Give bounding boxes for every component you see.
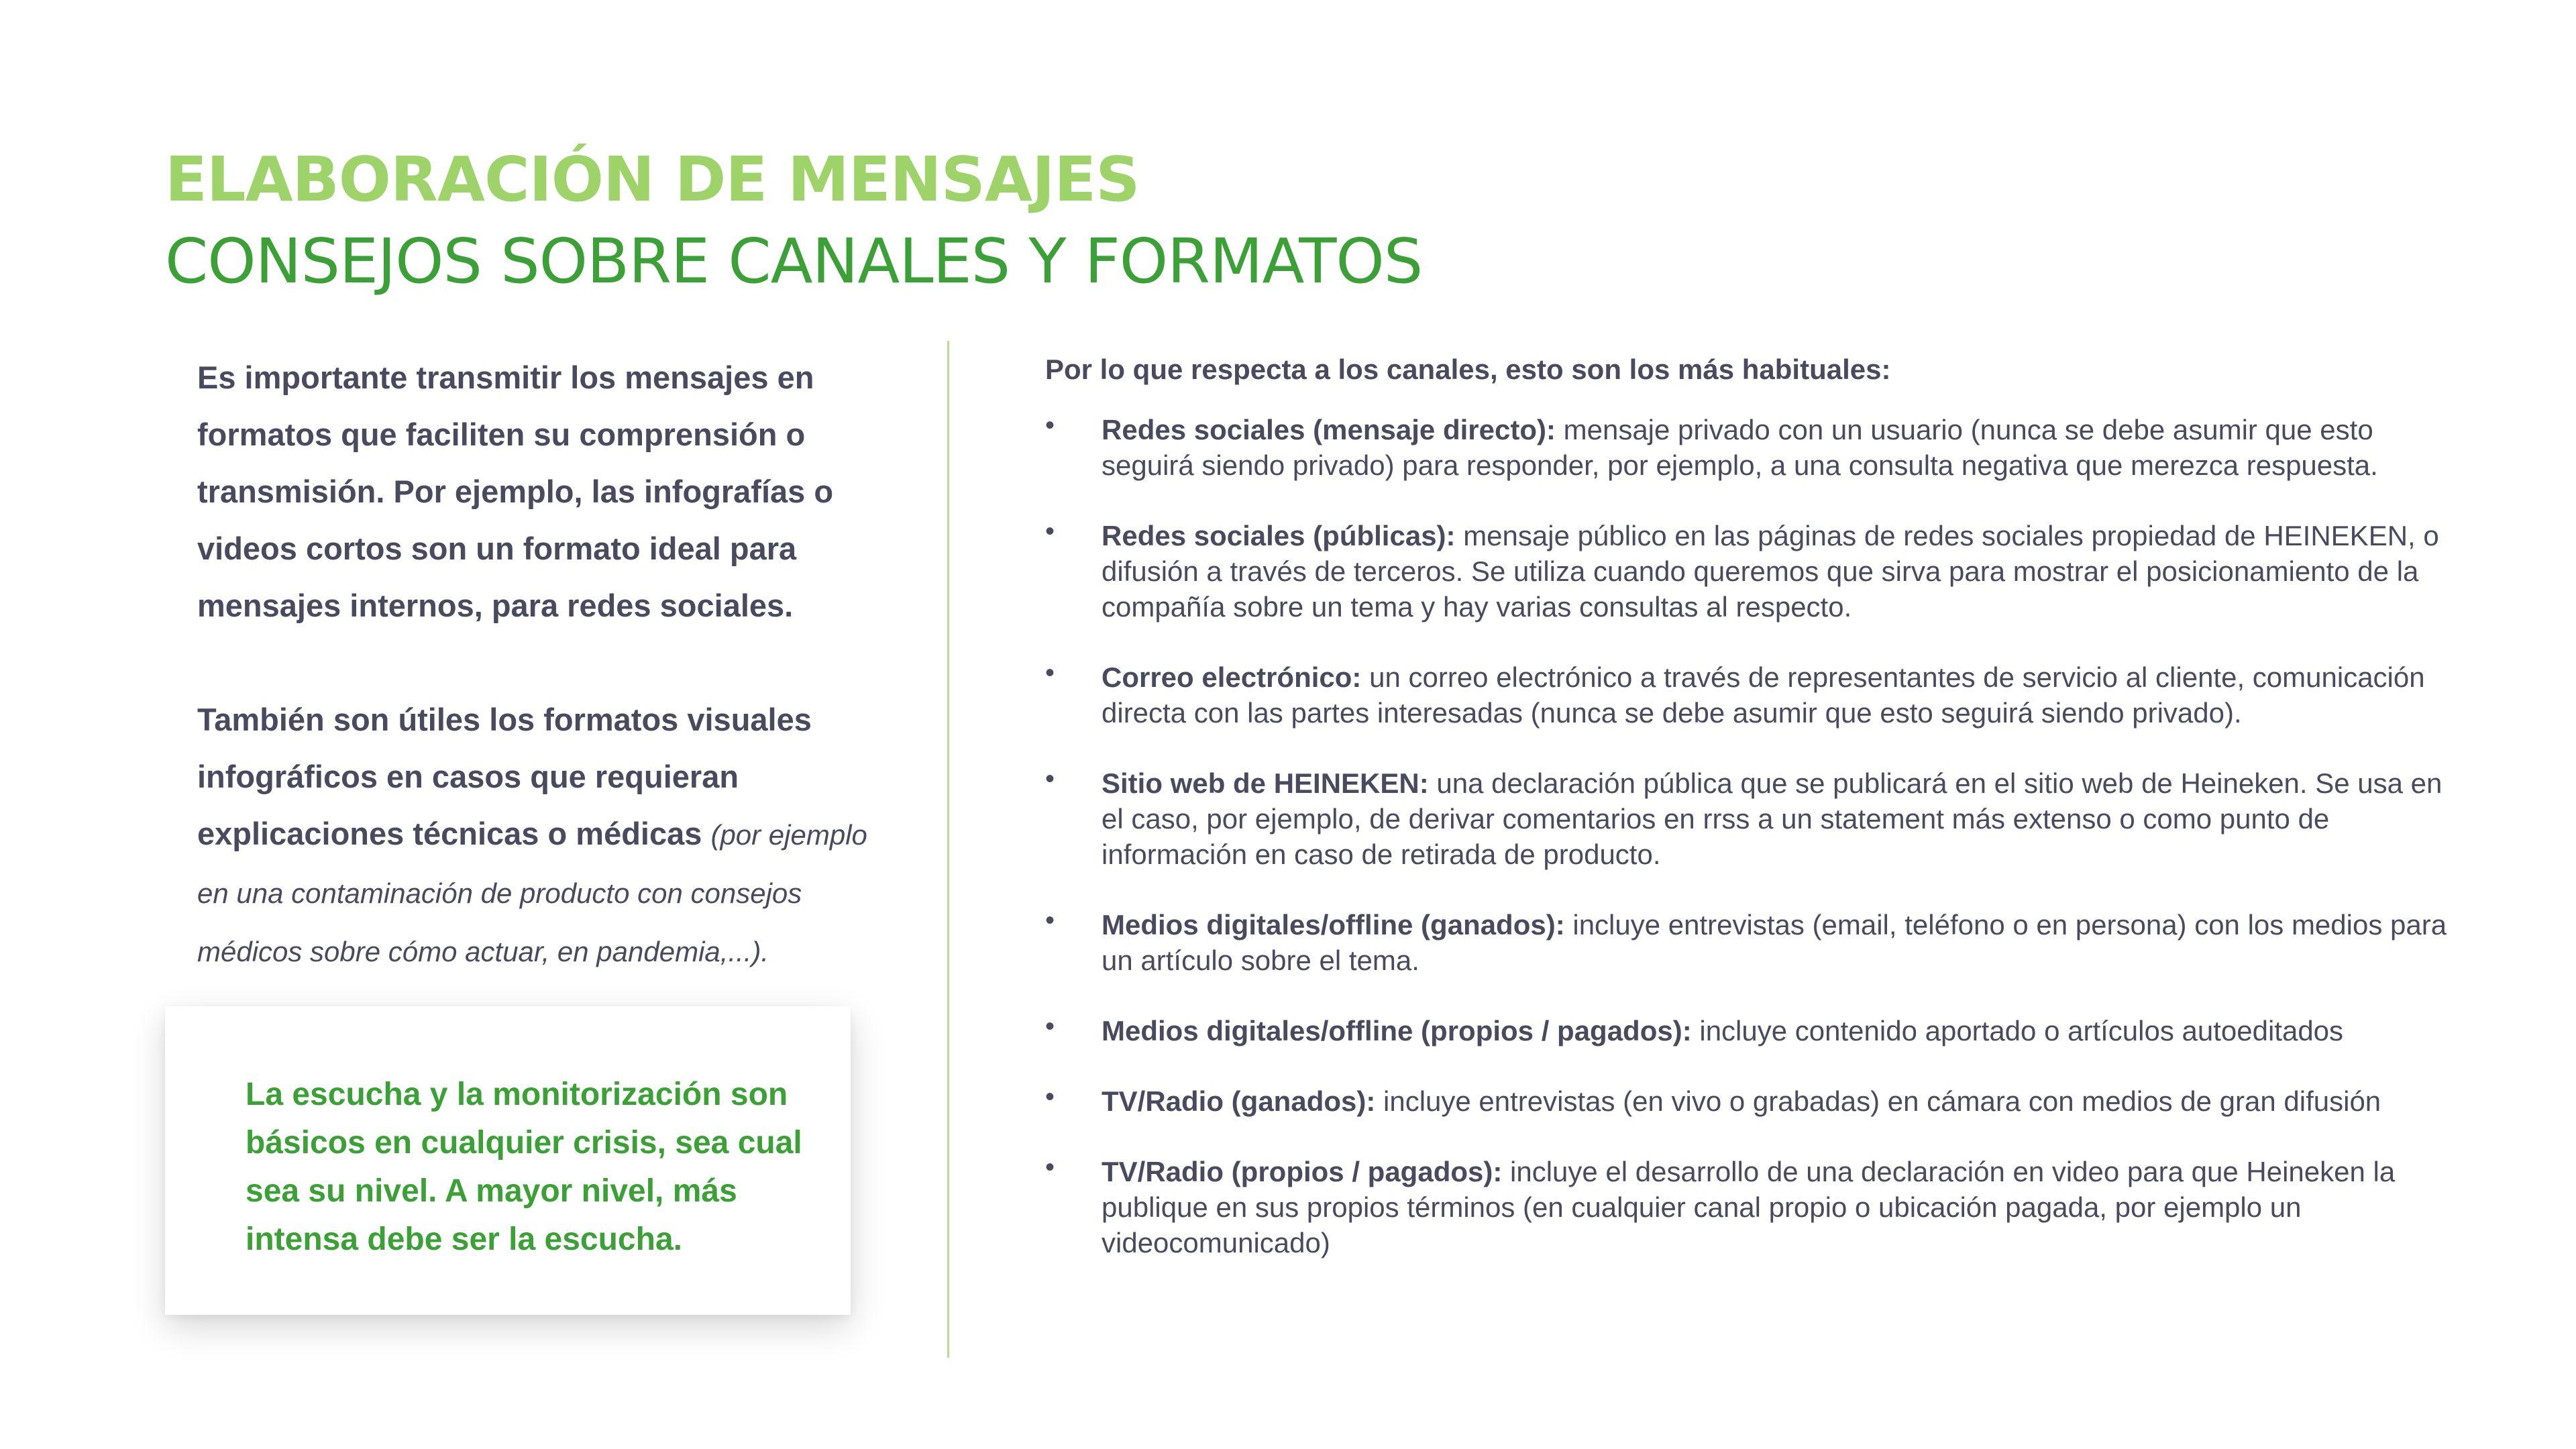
channel-description: incluye el desarrollo de una declaración en video para que Heineken la publique en sus propios términos (en cualquier canal propio o ubicación pagada, por ejemplo un videocomunicado): [1102, 1156, 2396, 1258]
listening-callout-box: [165, 1006, 851, 1315]
bullet-icon: •: [1045, 906, 1055, 935]
channel-term: TV/Radio (propios / pagados):: [1102, 1156, 1503, 1187]
channel-item: [1045, 1154, 2454, 1260]
page-title: ELABORACIÓN DE MENSAJES: [165, 144, 1140, 215]
column-divider: [947, 341, 949, 1358]
bullet-icon: •: [1045, 411, 1055, 440]
bullet-icon: •: [1045, 1012, 1055, 1041]
bullet-icon: •: [1045, 1082, 1055, 1112]
channels-intro: Por lo que respecta a los canales, esto son los más habituales:: [1045, 354, 1891, 385]
channel-item: [1045, 412, 2454, 483]
channel-description: incluye entrevistas (email, teléfono o en persona) con los medios para un artículo sobre el tema.: [1102, 909, 2447, 976]
visual-formats-paragraph: [197, 691, 868, 980]
channel-item: [1045, 1083, 2454, 1119]
visual-formats-text: También son útiles los formatos visuales infográficos en casos que requieran explicaciones técnicas o médicas: [197, 702, 812, 851]
channel-description: incluye contenido aportado o artículos autoeditados: [1691, 1015, 2344, 1046]
bullet-icon: •: [1045, 517, 1055, 546]
channel-description: mensaje privado con un usuario (nunca se debe asumir que esto seguirá siendo privado) para responder, por ejemplo, a una consulta negativa que merezca respuesta.: [1102, 414, 2378, 481]
bullet-icon: •: [1045, 658, 1055, 688]
visual-formats-example: (por ejemplo en una contaminación de producto con consejos médicos sobre cómo actuar, en pandemia,...).: [197, 819, 867, 967]
channel-item: [1045, 907, 2454, 978]
channel-term: Medios digitales/offline (ganados):: [1102, 909, 1565, 941]
channel-item: [1045, 765, 2454, 872]
channel-description: un correo electrónico a través de representantes de servicio al cliente, comunicación directa con las partes interesadas (nunca se debe asumir que esto seguirá siendo privado).: [1102, 661, 2425, 729]
channel-term: Redes sociales (mensaje directo):: [1102, 414, 1556, 445]
callout-text: La escucha y la monitorización son básicos en cualquier crisis, sea cual sea su nivel. A mayor nivel, más intensa debe ser la escucha.: [246, 1077, 802, 1257]
channel-term: Redes sociales (públicas):: [1102, 520, 1456, 551]
channel-term: Medios digitales/offline (propios / pagados):: [1102, 1015, 1692, 1046]
bullet-icon: •: [1045, 1152, 1055, 1182]
channel-description: incluye entrevistas (en vivo o grabadas) en cámara con medios de gran difusión: [1375, 1085, 2381, 1117]
channel-description: mensaje público en las páginas de redes sociales propiedad de HEINEKEN, o difusión a través de terceros. Se utiliza cuando queremos que sirva para mostrar el posicionamiento de la compañía sobre un tema y hay varias consultas al respecto.: [1102, 520, 2439, 623]
right-column: [1045, 346, 2454, 1295]
channel-term: TV/Radio (ganados):: [1102, 1085, 1376, 1117]
paragraph-spacer: [197, 634, 868, 691]
channel-term: Sitio web de HEINEKEN:: [1102, 767, 1429, 799]
channels-list: [1045, 412, 2454, 1260]
channel-item: [1045, 659, 2454, 731]
intro-paragraph: Es importante transmitir los mensajes en formatos que faciliten su comprensión o transmisión. Por ejemplo, las infografías o videos cortos son un formato ideal para mensajes internos, para redes sociales.: [197, 360, 834, 623]
left-column: [197, 349, 868, 980]
channel-item: [1045, 1013, 2454, 1049]
channel-item: [1045, 518, 2454, 625]
bullet-icon: •: [1045, 764, 1055, 794]
channel-term: Correo electrónico:: [1102, 661, 1362, 693]
channel-description: una declaración pública que se publicará en el sitio web de Heineken. Se usa en el caso, por ejemplo, de derivar comentarios en rrss a un statement más extenso o como punto de información en caso de retirada de producto.: [1102, 767, 2443, 870]
page-subtitle: CONSEJOS SOBRE CANALES Y FORMATOS: [165, 225, 1423, 297]
